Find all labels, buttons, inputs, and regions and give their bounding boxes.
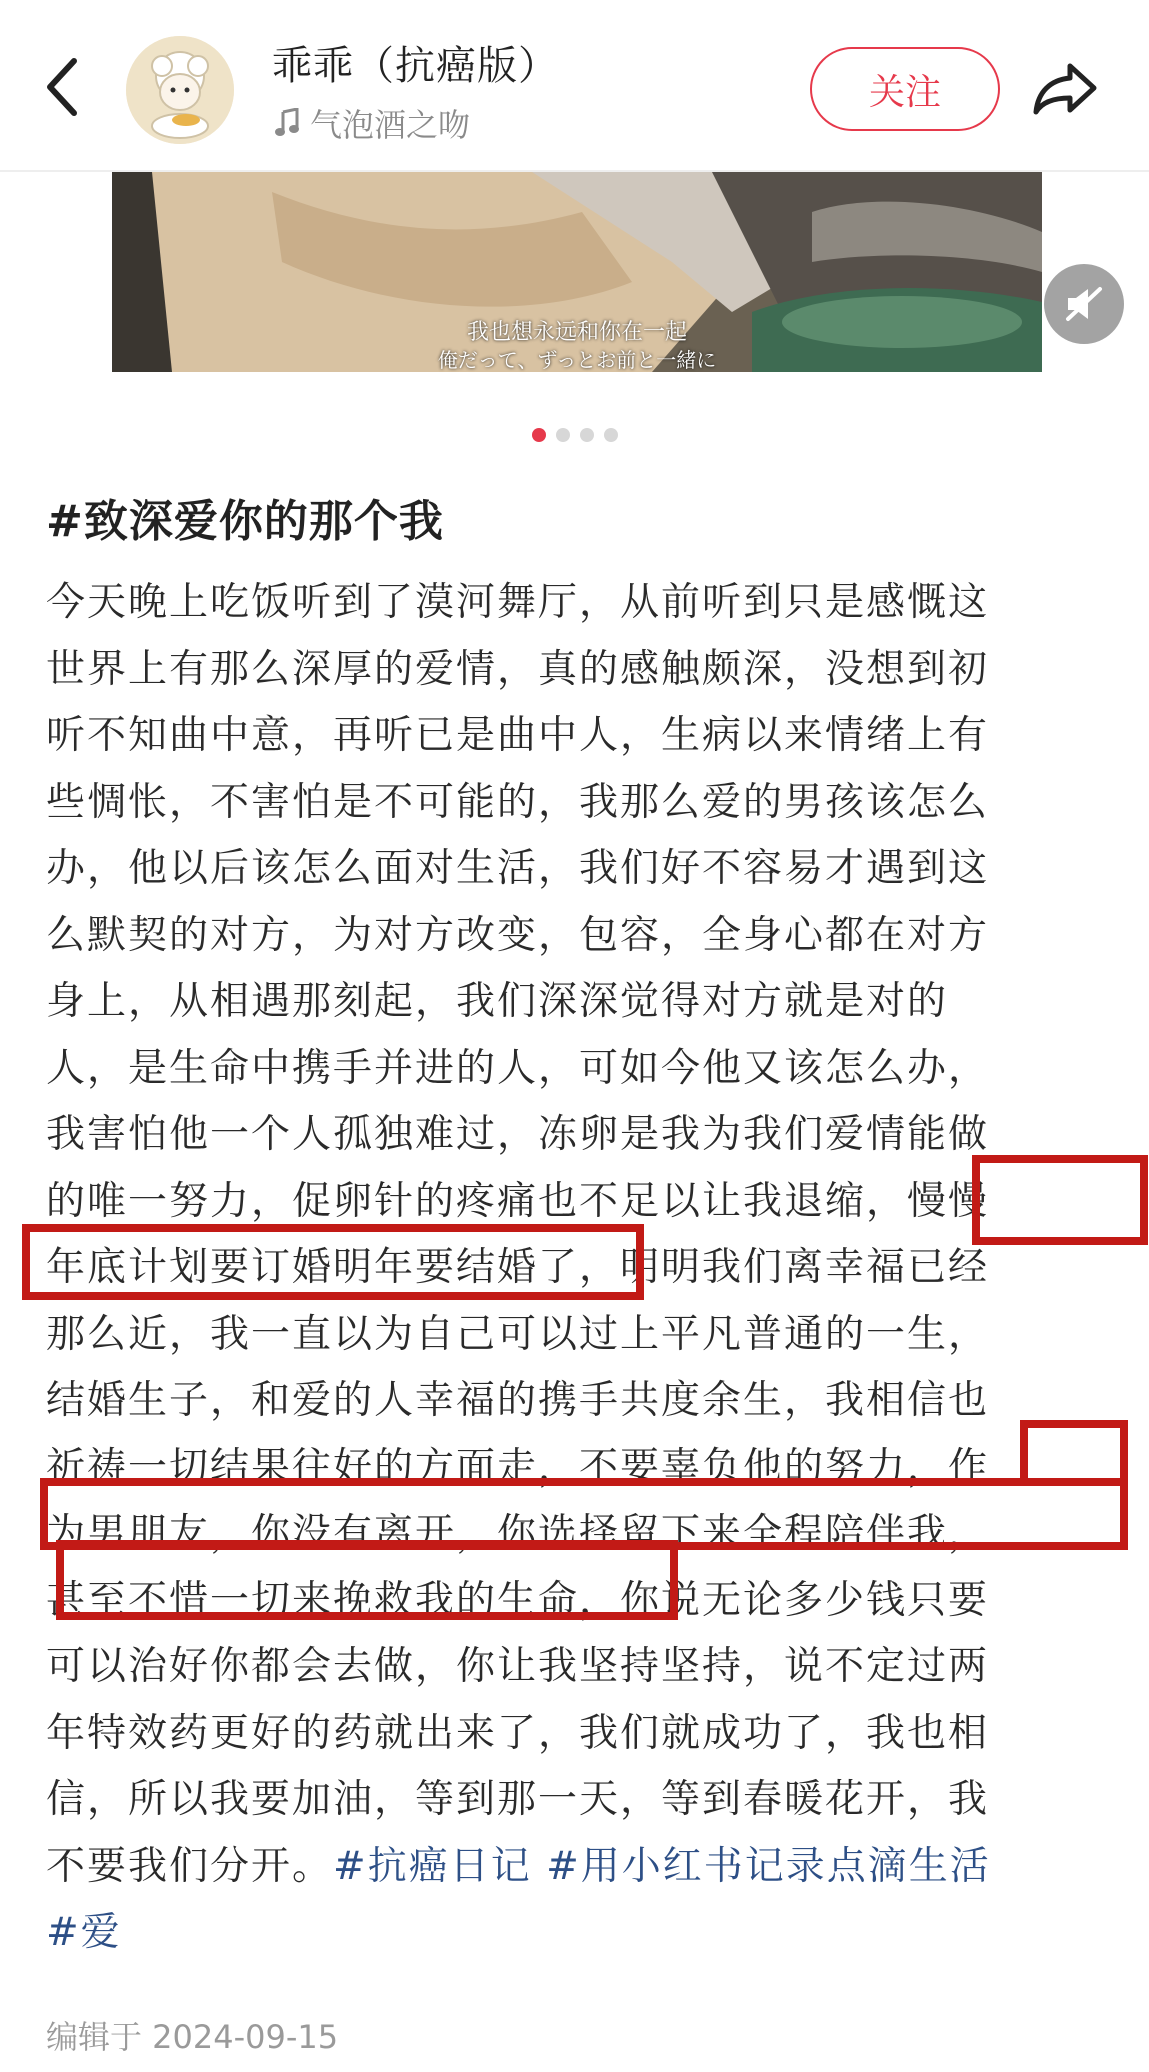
video-subtitle-cn: 我也想永远和你在一起	[466, 320, 687, 345]
carousel-dot[interactable]	[604, 428, 618, 442]
follow-button[interactable]: 关注	[810, 47, 1000, 131]
body-line: 身上，从相遇那刻起，我们深深觉得对方就是对的	[46, 979, 949, 1024]
sheep-avatar-icon	[126, 36, 234, 144]
edit-date: 编辑于 2024-09-15	[46, 2018, 339, 2056]
hashtag-link[interactable]: #抗癌日记	[333, 1843, 532, 1889]
body-line: 甚至不惜一切来挽救我的生命，你说无论多少钱只要	[46, 1577, 990, 1623]
body-line-tags	[46, 1900, 1106, 1967]
body-line: 年底计划要订婚明年要结婚了，明明我们离幸福已经	[46, 1245, 990, 1290]
post-title: #致深爱你的那个我	[46, 496, 444, 547]
video-subtitle-jp: 俺だって、ずっとお前と一緒に	[437, 348, 717, 372]
background-music[interactable]	[274, 100, 470, 146]
body-line: 些惆怅，不害怕是不可能的，我那么爱的男孩该怎么	[46, 779, 990, 825]
music-note-icon	[274, 108, 300, 138]
speaker-muted-icon	[1064, 286, 1104, 322]
body-line: 人，是生命中携手并进的人，可如今他又该怎么办，	[46, 1045, 990, 1091]
share-button[interactable]	[1030, 60, 1100, 116]
post-body	[46, 570, 1106, 1967]
hashtag-link[interactable]: #用小红书记录点滴生活	[546, 1843, 991, 1889]
video-frame[interactable]	[112, 172, 1042, 372]
body-line: 么默契的对方，为对方改变，包容，全身心都在对方	[46, 912, 990, 958]
chevron-left-icon	[40, 55, 84, 119]
music-title: 气泡酒之吻	[310, 106, 471, 144]
body-line: 世界上有那么深厚的爱情，真的感触颇深，没想到初	[46, 646, 990, 692]
mute-button[interactable]	[1044, 264, 1124, 344]
avatar[interactable]	[126, 36, 234, 144]
body-line: 可以治好你都会去做，你让我坚持坚持，说不定过两	[46, 1644, 990, 1689]
carousel-dot[interactable]	[580, 428, 594, 442]
share-arrow-icon	[1030, 60, 1100, 116]
body-line: 为男朋友，你没有离开，你选择留下来全程陪伴我，	[46, 1511, 990, 1556]
top-bar	[0, 0, 1149, 172]
carousel-dot[interactable]	[556, 428, 570, 442]
body-line: 结婚生子，和爱的人幸福的携手共度余生，我相信也	[46, 1378, 990, 1423]
back-button[interactable]	[40, 55, 84, 119]
body-line: 祈祷一切结果往好的方面走，不要辜负他的努力，作	[46, 1444, 990, 1490]
body-line: 办，他以后该怎么面对生活，我们好不容易才遇到这	[46, 846, 990, 891]
author-name[interactable]: 乖乖（抗癌版）	[272, 43, 559, 89]
body-line-end: 不要我们分开。	[46, 1843, 334, 1889]
body-line: 的唯一努力，促卵针的疼痛也不足以让我退缩，慢慢	[46, 1178, 990, 1224]
body-line: 年特效药更好的药就出来了，我们就成功了，我也相	[46, 1710, 990, 1756]
body-line: 信，所以我要加油，等到那一天，等到春暖花开，我	[46, 1777, 990, 1822]
carousel-indicator	[532, 428, 618, 442]
carousel-dot[interactable]	[532, 428, 546, 442]
body-line: 我害怕他一个人孤独难过，冻卵是我为我们爱情能做	[46, 1112, 990, 1157]
hashtag-link[interactable]: #爱	[46, 1910, 122, 1955]
body-line: 那么近，我一直以为自己可以过上平凡普通的一生，	[46, 1311, 990, 1357]
body-line: 听不知曲中意，再听已是曲中人，生病以来情绪上有	[46, 713, 990, 758]
body-line: 今天晚上吃饭听到了漠河舞厅，从前听到只是感慨这	[46, 580, 990, 625]
body-line-with-tags	[46, 1834, 1106, 1901]
